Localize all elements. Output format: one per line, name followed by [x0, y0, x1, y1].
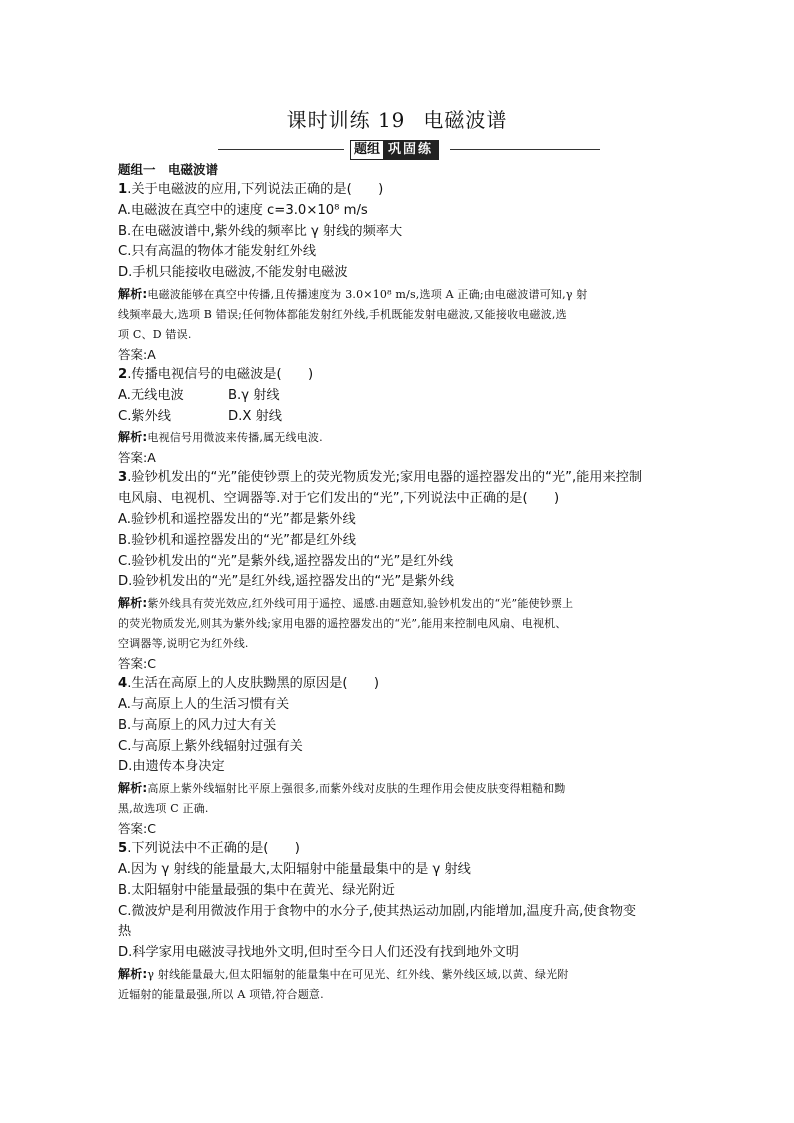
question-2-stem [118, 365, 690, 386]
banner-label-b: 巩固练 [383, 141, 438, 159]
question-5 [118, 839, 690, 1005]
question-1-text: .关于电磁波的应用,下列说法正确的是( ) [127, 182, 384, 197]
question-4 [118, 674, 690, 839]
question-1-option-c: C.只有高温的物体才能发射红外线 [118, 244, 317, 260]
question-5-option-c-line2: 热 [118, 924, 132, 940]
question-4-option-d: D.由遗传本身决定 [118, 759, 225, 775]
question-2-option-c: C.紫外线 [118, 408, 171, 424]
question-3-stem-line1 [118, 468, 690, 489]
question-1-option-b: B.在电磁波谱中,紫外线的频率比 γ 射线的频率大 [118, 223, 403, 239]
question-4-explanation-line1 [118, 778, 690, 799]
question-5-explanation-text1: γ 射线能量最大,但太阳辐射的能量集中在可见光、红外线、紫外线区域,以黄、绿光附 [147, 967, 569, 981]
question-5-stem [118, 839, 690, 860]
page-title [0, 104, 794, 133]
explanation-label: 解析: [118, 966, 148, 981]
question-4-number: 4 [118, 676, 128, 692]
answer-label: 答案: [118, 346, 148, 362]
question-5-explanation-line1 [118, 964, 690, 985]
question-2-options-row1 [118, 386, 690, 407]
question-3-explanation-text1: 紫外线具有荧光效应,红外线可用于遥控、遥感.由题意知,验钞机发出的“光”能使钞票上 [147, 597, 574, 611]
question-4-explanation-text1: 高原上紫外线辐射比平原上强很多,而紫外线对皮肤的生理作用会使皮肤变得粗糙和黝 [147, 782, 566, 796]
question-1-answer [118, 345, 690, 365]
question-3-stem-line2: 电风扇、电视机、空调器等.对于它们发出的“光”,下列说法中正确的是( ) [118, 491, 560, 507]
answer-label: 答案: [118, 656, 148, 672]
question-3 [118, 468, 690, 674]
question-1-answer-value: A [147, 346, 156, 362]
question-1-stem [118, 180, 690, 201]
question-3-answer-value: C [147, 656, 156, 672]
question-5-option-b: B.太阳辐射中能量最强的集中在黄光、绿光附近 [118, 882, 395, 898]
question-1 [118, 180, 690, 365]
question-2-explanation-text: 电视信号用微波来传播,属无线电波. [147, 431, 323, 445]
question-1-explanation-line1 [118, 284, 690, 305]
question-2-option-d: D.X 射线 [228, 408, 282, 424]
banner-rule-left [218, 149, 344, 150]
question-4-answer-value: C [147, 821, 156, 837]
question-5-option-a: A.因为 γ 射线的能量最大,太阳辐射中能量最集中的是 γ 射线 [118, 861, 471, 877]
question-3-option-a: A.验钞机和遥控器发出的“光”都是紫外线 [118, 511, 356, 527]
content [118, 160, 690, 1005]
question-1-explanation-text1: 电磁波能够在真空中传播,且传播速度为 3.0×10⁸ m/s,选项 A 正确;由电磁波谱可知,γ 射 [147, 287, 588, 301]
explanation-label: 解析: [118, 286, 148, 301]
explanation-label: 解析: [118, 781, 148, 796]
question-4-option-b: B.与高原上的风力过大有关 [118, 717, 277, 733]
explanation-label: 解析: [118, 430, 148, 445]
question-4-option-a: A.与高原上人的生活习惯有关 [118, 696, 290, 712]
answer-label: 答案: [118, 821, 148, 837]
question-1-explanation-line2: 线频率最大,选项 B 错误;任何物体都能发射红外线,手机既能发射电磁波,又能接收电磁波,选 [118, 307, 567, 321]
question-5-option-c-line1: C.微波炉是利用微波作用于食物中的水分子,使其热运动加剧,内能增加,温度升高,使食物变 [118, 903, 637, 919]
title-sub: 电磁波谱 [423, 108, 508, 132]
question-1-number: 1 [118, 182, 128, 197]
question-5-text: .下列说法中不正确的是( ) [127, 841, 300, 857]
question-2-option-a: A.无线电波 [118, 387, 184, 403]
question-3-number: 3 [118, 470, 128, 486]
question-3-text1: .验钞机发出的“光”能使钞票上的荧光物质发光;家用电器的遥控器发出的“光”,能用来控制 [127, 470, 643, 486]
question-1-option-a: A.电磁波在真空中的速度 c=3.0×10⁸ m/s [118, 202, 368, 218]
question-3-option-c: C.验钞机发出的“光”是紫外线,遥控器发出的“光”是红外线 [118, 553, 454, 569]
question-2-answer-value: A [147, 450, 156, 466]
banner-label [350, 140, 439, 160]
explanation-label: 解析: [118, 596, 148, 611]
answer-label: 答案: [118, 450, 148, 466]
question-4-text: .生活在高原上的人皮肤黝黑的原因是( ) [127, 676, 380, 692]
question-3-explanation-line2: 的荧光物质发光,则其为紫外线;家用电器的遥控器发出的“光”,能用来控制电风扇、电视机、 [118, 617, 567, 631]
question-5-option-d: D.科学家用电磁波寻找地外文明,但时至今日人们还没有找到地外文明 [118, 945, 519, 961]
banner-rule-right [450, 149, 600, 150]
question-2 [118, 365, 690, 468]
question-2-option-b: B.γ 射线 [228, 387, 280, 403]
question-1-explanation-line3: 项 C、D 错误. [118, 327, 192, 341]
question-3-explanation-line1 [118, 593, 690, 614]
question-3-answer [118, 654, 690, 674]
question-4-explanation-line2: 黑,故选项 C 正确. [118, 802, 209, 816]
question-3-option-b: B.验钞机和遥控器发出的“光”都是红外线 [118, 532, 356, 548]
question-3-explanation-line3: 空调器等,说明它为红外线. [118, 637, 249, 651]
question-4-option-c: C.与高原上紫外线辐射过强有关 [118, 738, 303, 754]
question-4-stem [118, 674, 690, 695]
question-2-text: .传播电视信号的电磁波是( ) [127, 366, 314, 382]
section-heading: 题组一 电磁波谱 [118, 162, 219, 177]
question-2-explanation [118, 427, 690, 448]
question-5-explanation-line2: 近辐射的能量最强,所以 A 项错,符合题意. [118, 987, 324, 1001]
question-2-number: 2 [118, 366, 128, 382]
banner-label-a: 题组 [351, 141, 383, 159]
question-2-options-row2 [118, 407, 690, 428]
title-main: 课时训练 19 [286, 108, 406, 132]
question-3-option-d: D.验钞机发出的“光”是红外线,遥控器发出的“光”是紫外线 [118, 574, 454, 590]
question-5-number: 5 [118, 841, 128, 857]
question-1-option-d: D.手机只能接收电磁波,不能发射电磁波 [118, 265, 348, 281]
section-banner [218, 140, 600, 160]
question-2-answer [118, 448, 690, 468]
question-4-answer [118, 819, 690, 839]
